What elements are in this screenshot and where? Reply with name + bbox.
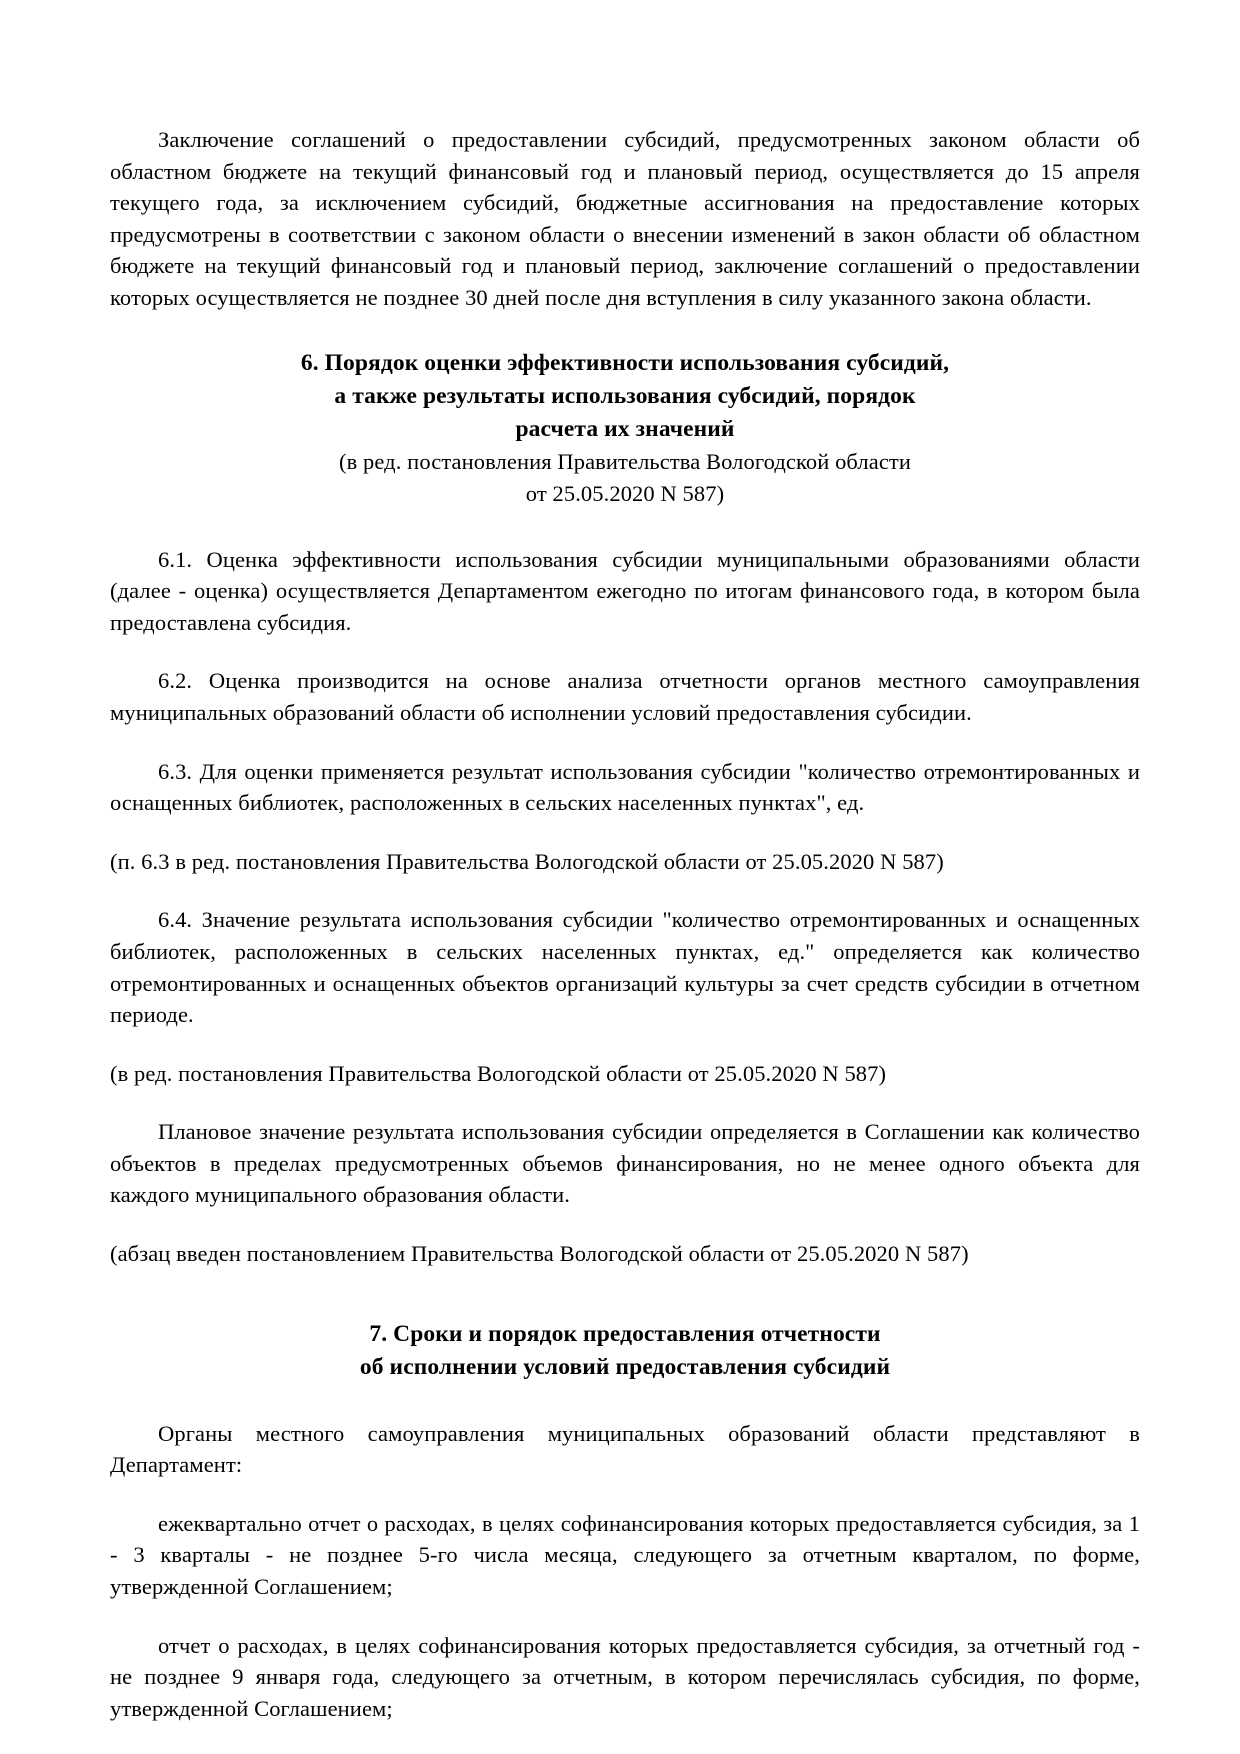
document-body	[110, 124, 1140, 1724]
intro-paragraph: Заключение соглашений о предоставлении субсидий, предусмотренных законом области об областном бюджете на текущий финансовый год и плановый период, осуществляется до 15 апреля текущего года, за исключением субсидий, бюджетные ассигнования на предоставление которых предусмотрены в соответствии с законом области о внесении изменений в закон области об областном бюджете на текущий финансовый год и плановый период, заключение соглашений о предоставлении которых осуществляется не позднее 30 дней после дня вступления в силу указанного закона области.	[110, 127, 1140, 310]
section-6-heading-block	[110, 347, 1140, 510]
section-7-heading-line-2: об исполнении условий предоставления субсидий	[359, 1353, 891, 1380]
paragraph-6-4: 6.4. Значение результата использования субсидии "количество отремонтированных и оснащенных библиотек, расположенных в сельских населенных пунктах, ед." определяется как количество отремонтированных и оснащенных объектов организаций культуры за счет средств субсидии в отчетном периоде.	[110, 907, 1140, 1028]
section-6-heading-note-line-1: (в ред. постановления Правительства Вологодской области	[339, 448, 911, 474]
paragraph-6-3-amendment-note: (п. 6.3 в ред. постановления Правительства Вологодской области от 25.05.2020 N 587)	[110, 848, 944, 874]
section-7-heading-block	[110, 1318, 1140, 1384]
paragraph-7-2-quarterly-report: ежеквартально отчет о расходах, в целях софинансирования которых предоставляется субсидия, за 1 - 3 кварталы - не позднее 5-го числа месяца, следующего за отчетным кварталом, по форме, утвержденной Соглашением;	[110, 1510, 1140, 1600]
paragraph-6-4-amendment-note: (в ред. постановления Правительства Вологодской области от 25.05.2020 N 587)	[110, 1060, 887, 1086]
paragraph-6-2: 6.2. Оценка производится на основе анализа отчетности органов местного самоуправления муниципальных образований области об исполнении условий предоставления субсидии.	[110, 668, 1140, 725]
paragraph-6-5-amendment-note: (абзац введен постановлением Правительства Вологодской области от 25.05.2020 N 587)	[110, 1241, 969, 1267]
section-6-heading-line-3: расчета их значений	[515, 415, 735, 442]
section-6-heading-line-2: а также результаты использования субсидий, порядок	[334, 382, 916, 409]
paragraph-6-1: 6.1. Оценка эффективности использования субсидии муниципальными образованиями области (далее - оценка) осуществляется Департаментом ежегодно по итогам финансового года, в котором была предоставлена субсидия.	[110, 546, 1140, 635]
section-6-heading-line-1: 6. Порядок оценки эффективности использования субсидий,	[300, 349, 950, 376]
paragraph-6-5-planned-value: Плановое значение результата использования субсидии определяется в Соглашении как количество объектов в пределах предусмотренных объемов финансирования, но не менее одного объекта для каждого муниципального образования области.	[110, 1119, 1140, 1208]
paragraph-7-1: Органы местного самоуправления муниципальных образований области представляют в Департамент:	[110, 1420, 1140, 1478]
section-6-heading-note-line-2: от 25.05.2020 N 587)	[525, 480, 725, 506]
paragraph-6-3: 6.3. Для оценки применяется результат использования субсидии "количество отремонтированных и оснащенных библиотек, расположенных в сельских населенных пунктах", ед.	[110, 758, 1140, 816]
section-7-heading-line-1: 7. Сроки и порядок предоставления отчетности	[369, 1320, 881, 1347]
paragraph-7-3-annual-report: отчет о расходах, в целях софинансирования которых предоставляется субсидия, за отчетный год - не позднее 9 января года, следующего за отчетным, в котором перечислялась субсидия, по форме, утвержденной Соглашением;	[110, 1632, 1140, 1721]
